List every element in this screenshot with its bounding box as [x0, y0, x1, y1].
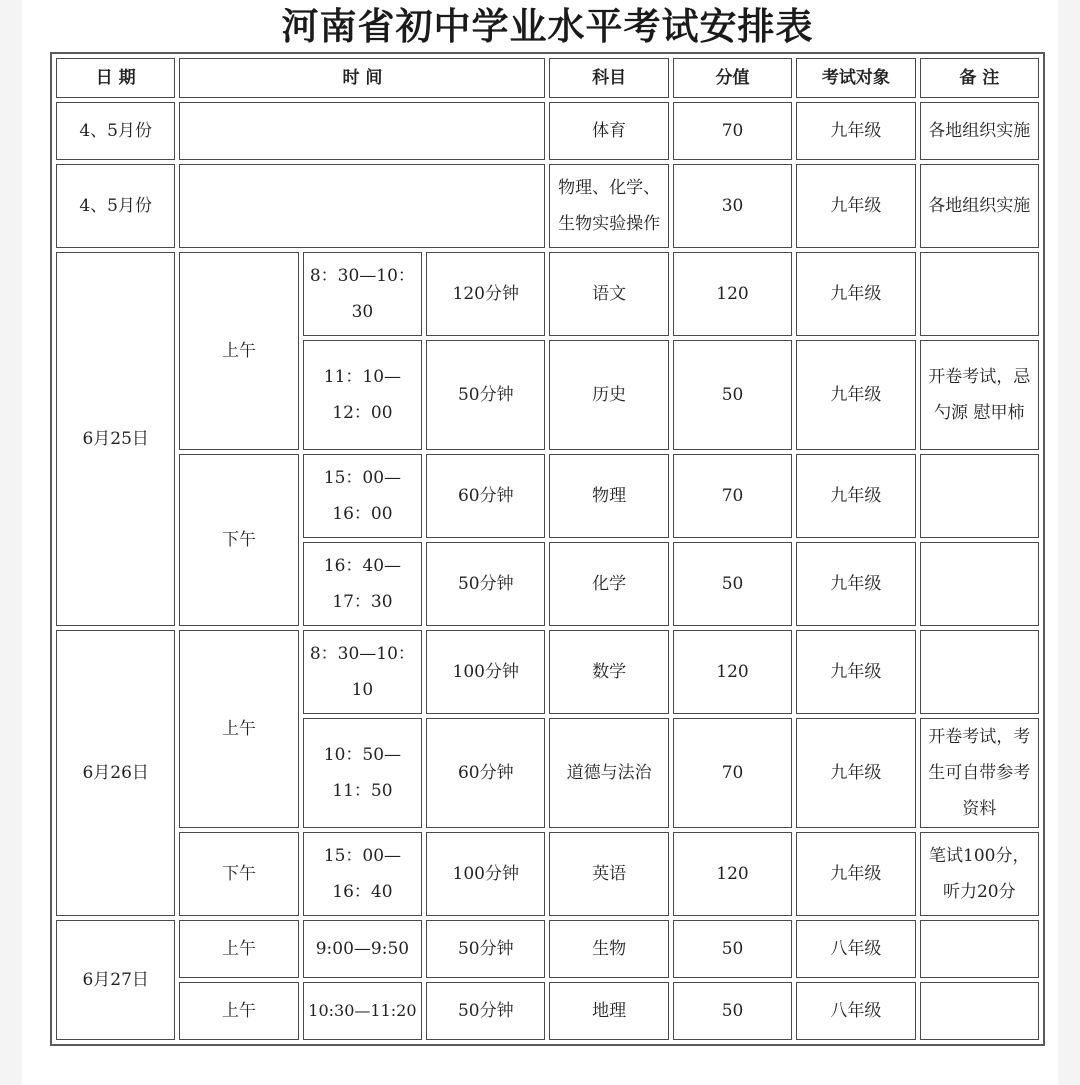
table-row — [56, 920, 1039, 978]
score-cell: 70 — [673, 454, 792, 538]
remark-cell — [920, 630, 1039, 714]
target-cell: 九年级 — [796, 454, 915, 538]
duration-cell: 50分钟 — [426, 920, 545, 978]
header-target: 考试对象 — [796, 58, 915, 98]
time-range-cell: 10：50—11：50 — [303, 718, 422, 828]
duration-cell: 100分钟 — [426, 630, 545, 714]
remark-cell: 开卷考试，考生可自带参考资料 — [920, 718, 1039, 828]
table-row — [56, 164, 1039, 248]
subject-cell: 体育 — [549, 102, 668, 160]
time-range-cell: 8：30—10：10 — [303, 630, 422, 714]
target-cell: 九年级 — [796, 832, 915, 916]
header-date: 日 期 — [56, 58, 175, 98]
remark-cell — [920, 252, 1039, 336]
period-cell: 上午 — [179, 982, 298, 1040]
time-range-cell: 11：10—12：00 — [303, 340, 422, 450]
time-range-cell: 16：40—17：30 — [303, 542, 422, 626]
target-cell: 九年级 — [796, 102, 915, 160]
score-cell: 70 — [673, 102, 792, 160]
subject-cell: 化学 — [549, 542, 668, 626]
date-cell: 4、5月份 — [56, 102, 175, 160]
duration-cell: 60分钟 — [426, 454, 545, 538]
target-cell: 八年级 — [796, 920, 915, 978]
subject-cell: 历史 — [549, 340, 668, 450]
score-cell: 50 — [673, 982, 792, 1040]
duration-cell: 50分钟 — [426, 542, 545, 626]
exam-schedule-table — [50, 52, 1045, 1046]
score-cell: 50 — [673, 542, 792, 626]
date-cell: 4、5月份 — [56, 164, 175, 248]
duration-cell: 60分钟 — [426, 718, 545, 828]
header-score: 分值 — [673, 58, 792, 98]
score-cell: 50 — [673, 340, 792, 450]
remark-cell — [920, 982, 1039, 1040]
time-range-cell: 10:30—11:20 — [303, 982, 422, 1040]
score-cell: 120 — [673, 630, 792, 714]
subject-cell: 物理、化学、生物实验操作 — [549, 164, 668, 248]
target-cell: 九年级 — [796, 340, 915, 450]
remark-cell — [920, 454, 1039, 538]
subject-cell: 数学 — [549, 630, 668, 714]
subject-cell: 物理 — [549, 454, 668, 538]
target-cell: 八年级 — [796, 982, 915, 1040]
subject-cell: 语文 — [549, 252, 668, 336]
remark-cell: 各地组织实施 — [920, 102, 1039, 160]
time-range-cell: 8：30—10：30 — [303, 252, 422, 336]
target-cell: 九年级 — [796, 164, 915, 248]
score-cell: 50 — [673, 920, 792, 978]
period-cell: 上午 — [179, 252, 298, 450]
period-cell: 下午 — [179, 832, 298, 916]
target-cell: 九年级 — [796, 542, 915, 626]
header-time: 时 间 — [179, 58, 545, 98]
remark-cell — [920, 920, 1039, 978]
time-range-cell: 15：00—16：00 — [303, 454, 422, 538]
duration-cell: 100分钟 — [426, 832, 545, 916]
subject-cell: 道德与法治 — [549, 718, 668, 828]
subject-cell: 地理 — [549, 982, 668, 1040]
score-cell: 120 — [673, 832, 792, 916]
score-cell: 30 — [673, 164, 792, 248]
date-cell: 6月25日 — [56, 252, 175, 626]
target-cell: 九年级 — [796, 630, 915, 714]
time-cell-empty — [179, 102, 545, 160]
score-cell: 120 — [673, 252, 792, 336]
target-cell: 九年级 — [796, 718, 915, 828]
date-cell: 6月26日 — [56, 630, 175, 916]
header-remark: 备 注 — [920, 58, 1039, 98]
schedule-table-wrapper — [50, 52, 1045, 1046]
time-range-cell: 9:00—9:50 — [303, 920, 422, 978]
remark-cell: 各地组织实施 — [920, 164, 1039, 248]
remark-cell: 笔试100分，听力20分 — [920, 832, 1039, 916]
table-row — [56, 454, 1039, 538]
table-row — [56, 982, 1039, 1040]
period-cell: 上午 — [179, 630, 298, 828]
duration-cell: 50分钟 — [426, 340, 545, 450]
subject-cell: 生物 — [549, 920, 668, 978]
period-cell: 下午 — [179, 454, 298, 626]
score-cell: 70 — [673, 718, 792, 828]
date-cell: 6月27日 — [56, 920, 175, 1040]
header-row — [56, 58, 1039, 98]
period-cell: 上午 — [179, 920, 298, 978]
duration-cell: 50分钟 — [426, 982, 545, 1040]
header-subject: 科目 — [549, 58, 668, 98]
table-row — [56, 252, 1039, 336]
table-row — [56, 630, 1039, 714]
time-range-cell: 15：00—16：40 — [303, 832, 422, 916]
page-title: 河南省初中学业水平考试安排表 — [281, 4, 814, 48]
duration-cell: 120分钟 — [426, 252, 545, 336]
time-cell-empty — [179, 164, 545, 248]
remark-cell — [920, 542, 1039, 626]
table-row — [56, 832, 1039, 916]
subject-cell: 英语 — [549, 832, 668, 916]
table-row — [56, 102, 1039, 160]
remark-cell: 开卷考试，忌 勺源 慰甲柿 — [920, 340, 1039, 450]
target-cell: 九年级 — [796, 252, 915, 336]
